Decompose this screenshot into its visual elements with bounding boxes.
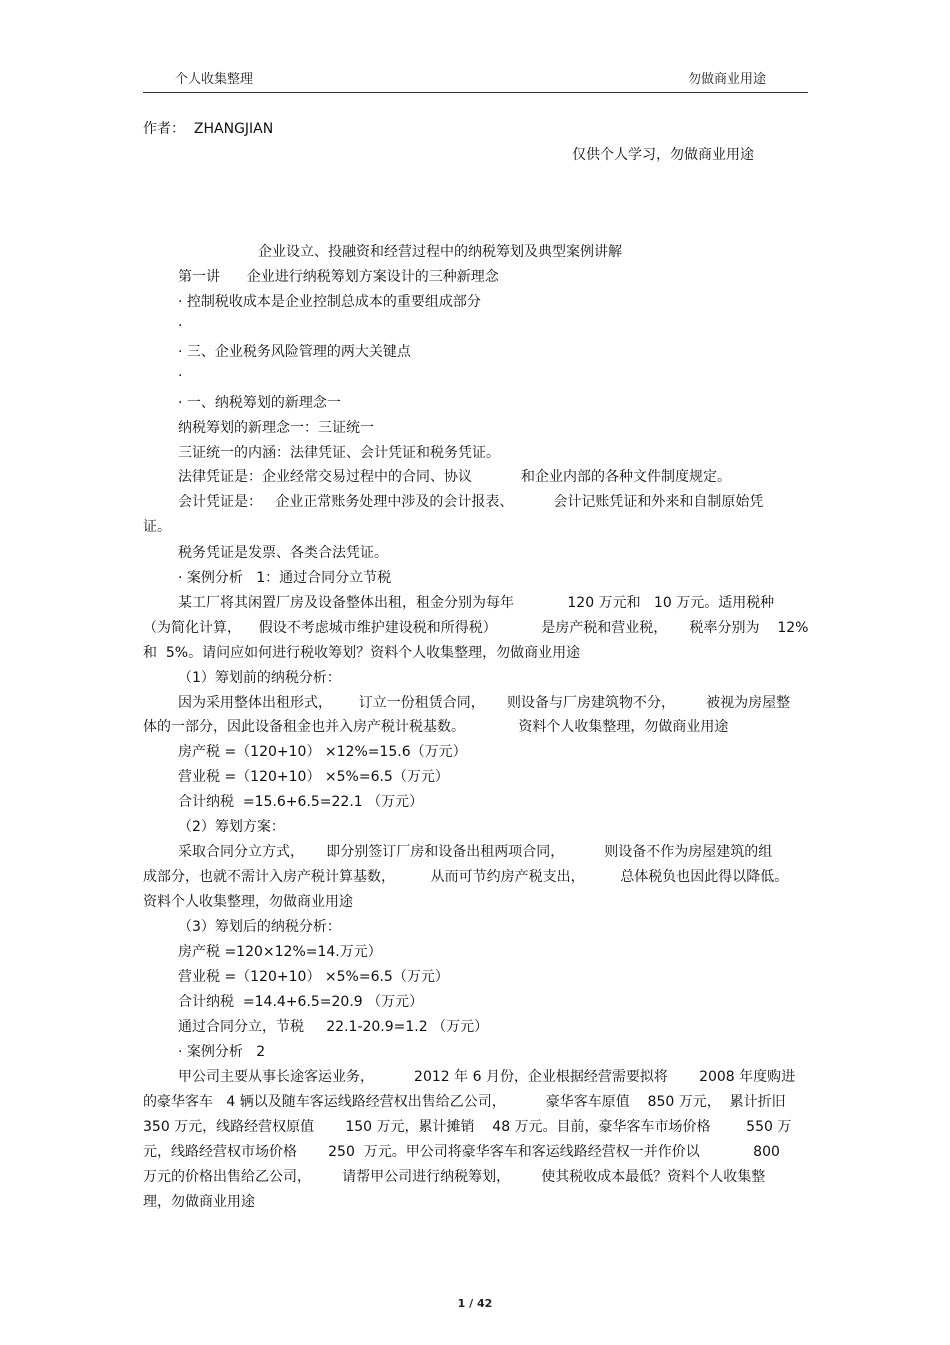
- header-left: 个人收集整理: [175, 72, 254, 87]
- text-line: · 案例分析 1：通过合同分立节税: [178, 570, 392, 586]
- text-line: 万元的价格出售给乙公司， 请帮甲公司进行纳税筹划， 使其税收成本最低？资料个人收集整: [143, 1169, 766, 1185]
- text-line: 合计纳税 =15.6+6.5=22.1 （万元）: [178, 794, 424, 810]
- text-line: 成部分，也就不需计入房产税计算基数， 从而可节约房产税支出， 总体税负也因此得以降低。: [143, 869, 789, 885]
- text-line: 法律凭证是：企业经常交易过程中的合同、协议 和企业内部的各种文件制度规定。: [178, 469, 731, 485]
- text-line: 资料个人收集整理，勿做商业用途: [143, 894, 353, 910]
- text-line: 通过合同分立，节税 22.1-20.9=1.2 （万元）: [178, 1019, 489, 1035]
- usage-notice: 仅供个人学习，勿做商业用途: [572, 147, 754, 163]
- text-line: 第一讲 企业进行纳税筹划方案设计的三种新理念: [178, 269, 499, 285]
- text-line: ·: [178, 318, 183, 334]
- text-line: 350 万元，线路经营权原值 150 万元，累计摊销 48 万元。目前，豪华客车市场价格 550 万: [143, 1119, 792, 1135]
- text-line: · 一、纳税筹划的新理念一: [178, 395, 341, 411]
- text-line: 营业税 =（120+10） ×5%=6.5（万元）: [178, 769, 449, 785]
- text-line: （2）筹划方案：: [178, 819, 285, 835]
- text-line: 纳税筹划的新理念一：三证统一: [178, 420, 374, 436]
- header-rule: [143, 92, 808, 93]
- text-line: · 案例分析 2: [178, 1044, 266, 1060]
- document-title: 企业设立、投融资和经营过程中的纳税筹划及典型案例讲解: [258, 244, 622, 260]
- text-line: 三证统一的内涵：法律凭证、会计凭证和税务凭证。: [178, 445, 500, 461]
- header-right: 勿做商业用途: [688, 72, 767, 87]
- text-line: 体的一部分，因此设备租金也并入房产税计税基数。 资料个人收集整理，勿做商业用途: [143, 719, 729, 735]
- text-line: 房产税 =（120+10） ×12%=15.6（万元）: [178, 744, 467, 760]
- text-line: 和 5%。请问应如何进行税收筹划？资料个人收集整理，勿做商业用途: [143, 645, 581, 661]
- text-line: ·: [178, 368, 183, 384]
- text-line: 理，勿做商业用途: [143, 1194, 255, 1210]
- text-line: 证。: [143, 519, 171, 535]
- text-line: 某工厂将其闲置厂房及设备整体出租，租金分别为每年 120 万元和 10 万元。适用税种: [178, 595, 775, 611]
- text-line: 会计凭证是： 企业正常账务处理中涉及的会计报表、 会计记账凭证和外来和自制原始凭: [178, 494, 764, 510]
- text-line: 采取合同分立方式， 即分别签订厂房和设备出租两项合同， 则设备不作为房屋建筑的组: [178, 844, 773, 860]
- text-line: · 三、企业税务风险管理的两大关键点: [178, 344, 411, 360]
- text-line: 因为采用整体出租形式， 订立一份租赁合同， 则设备与厂房建筑物不分， 被视为房屋整: [178, 695, 791, 711]
- page-number: 1 / 42: [457, 1297, 493, 1310]
- text-line: （3）筹划后的纳税分析：: [178, 919, 341, 935]
- text-line: （为简化计算， 假设不考虑城市维护建设税和所得税） 是房产税和营业税， 税率分别为 12%: [143, 620, 809, 636]
- text-line: 合计纳税 =14.4+6.5=20.9 （万元）: [178, 994, 424, 1010]
- author-line: 作者： ZHANGJIAN: [143, 121, 274, 137]
- text-line: 的豪华客车 4 辆以及随车客运线路经营权出售给乙公司， 豪华客车原值 850 万元， 累计折旧: [143, 1094, 786, 1110]
- text-line: 甲公司主要从事长途客运业务， 2012 年 6 月份，企业根据经营需要拟将 2008 年度购进: [178, 1069, 796, 1085]
- text-line: 房产税 =120×12%=14.万元）: [178, 944, 382, 960]
- text-line: · 控制税收成本是企业控制总成本的重要组成部分: [178, 294, 481, 310]
- text-line: 营业税 =（120+10） ×5%=6.5（万元）: [178, 969, 449, 985]
- text-line: 元，线路经营权市场价格 250 万元。甲公司将豪华客车和客运线路经营权一并作价以 800: [143, 1144, 780, 1160]
- text-line: 税务凭证是发票、各类合法凭证。: [178, 545, 388, 561]
- text-line: （1）筹划前的纳税分析：: [178, 670, 341, 686]
